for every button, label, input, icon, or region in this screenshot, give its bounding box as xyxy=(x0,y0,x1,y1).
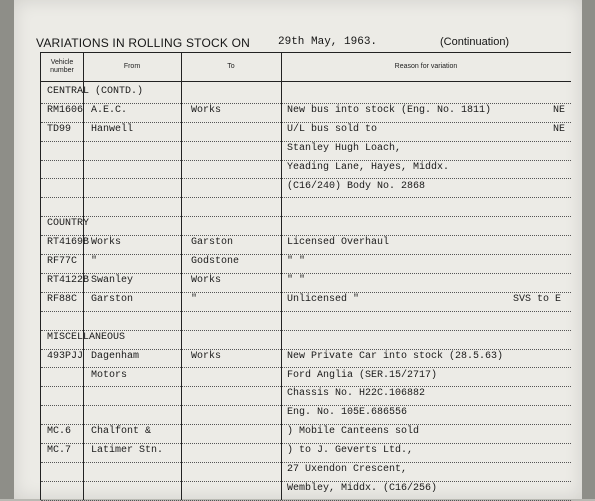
reason-cell: Wembley, Middx. (C16/256) xyxy=(287,482,438,494)
reason-cell: " " xyxy=(287,256,306,268)
column-header-vehicle-number: Vehicle number xyxy=(41,53,83,82)
from-cell: Garston xyxy=(91,293,134,305)
reason-cell: Yeading Lane, Hayes, Middx. xyxy=(287,161,450,173)
reason-cell: Ford Anglia (SER.15/2717) xyxy=(287,369,438,381)
vehicle-number-cell: MC.7 xyxy=(47,445,72,457)
from-cell: Hanwell xyxy=(91,123,134,135)
vehicle-number-cell: RF88C xyxy=(47,293,78,305)
reason-cell: Chassis No. H22C.106882 xyxy=(287,388,426,400)
reason-cell: Licensed Overhaul xyxy=(287,237,390,249)
vehicle-number-cell: RT4122B xyxy=(47,275,90,286)
from-cell: Chalfont & xyxy=(91,426,152,438)
reason-cell: New bus into stock (Eng. No. 1811) xyxy=(287,104,492,116)
table-row xyxy=(41,122,571,142)
reason-cell: U/L bus sold to xyxy=(287,123,378,135)
vehicle-number-cell: RT4169B xyxy=(47,237,90,249)
code-cell: SVS to E xyxy=(513,293,562,305)
column-header-to: To xyxy=(181,53,281,82)
reason-cell: Unlicensed " xyxy=(287,293,360,305)
reason-cell: " " xyxy=(287,275,306,286)
table-row xyxy=(41,84,571,104)
table-row xyxy=(41,197,571,217)
document-date: 29th May, 1963. xyxy=(278,36,378,48)
table-row xyxy=(41,462,571,482)
table-row xyxy=(41,273,571,293)
from-cell: Works xyxy=(91,237,122,249)
page-edge-left xyxy=(0,0,14,499)
from-cell: Dagenham xyxy=(91,350,140,362)
vehicle-number-cell: COUNTRY xyxy=(47,218,90,230)
table-row xyxy=(41,292,571,312)
to-cell: Works xyxy=(191,104,222,116)
table-row xyxy=(41,179,571,199)
page-edge-right xyxy=(582,0,595,499)
from-cell: Motors xyxy=(91,369,128,381)
vehicle-number-cell: MC.6 xyxy=(47,426,72,438)
table-row xyxy=(41,424,571,444)
reason-cell: 27 Uxendon Crescent, xyxy=(287,464,408,475)
table-row xyxy=(41,405,571,425)
table-row xyxy=(41,330,571,350)
from-cell: Latimer Stn. xyxy=(91,445,164,457)
continuation-label: (Continuation) xyxy=(440,36,510,48)
from-cell: A.E.C. xyxy=(91,104,128,116)
table-row xyxy=(41,235,571,255)
reason-cell: New Private Car into stock (28.5.63) xyxy=(287,350,504,362)
to-cell: Works xyxy=(191,350,222,362)
code-cell: NE xyxy=(553,104,566,116)
table-row xyxy=(41,216,571,236)
vehicle-number-cell: 493PJJ xyxy=(47,350,84,362)
table-row xyxy=(41,349,571,369)
to-cell: " xyxy=(191,293,198,305)
to-cell: Garston xyxy=(191,237,234,249)
code-cell: NE xyxy=(553,123,566,135)
from-cell: Swanley xyxy=(91,275,134,286)
reason-cell: Stanley Hugh Loach, xyxy=(287,142,402,154)
table-row xyxy=(41,160,571,180)
table-row xyxy=(41,311,571,331)
document-header xyxy=(30,32,570,52)
vehicle-number-cell: RF77C xyxy=(47,256,78,268)
column-header-reason: Reason for variation xyxy=(281,53,571,82)
table-row xyxy=(41,368,571,388)
table-row xyxy=(41,386,571,406)
table-row xyxy=(41,254,571,274)
table-row xyxy=(41,103,571,123)
table-row xyxy=(41,481,571,501)
table-row xyxy=(41,141,571,161)
column-header-from: From xyxy=(83,53,181,82)
vehicle-number-cell: RM1606 xyxy=(47,104,84,116)
reason-cell: ) Mobile Canteens sold xyxy=(287,426,420,438)
to-cell: Godstone xyxy=(191,256,240,268)
from-cell: " xyxy=(91,256,98,268)
rolling-stock-table xyxy=(40,52,571,500)
reason-cell: ) to J. Geverts Ltd., xyxy=(287,445,414,457)
to-cell: Works xyxy=(191,275,222,286)
vehicle-number-cell: MISCELLANEOUS xyxy=(47,331,126,343)
document-title: VARIATIONS IN ROLLING STOCK ON xyxy=(36,36,251,50)
reason-cell: Eng. No. 105E.686556 xyxy=(287,407,408,419)
vehicle-number-cell: TD99 xyxy=(47,123,72,135)
vehicle-number-cell: CENTRAL (CONTD.) xyxy=(47,86,144,97)
reason-cell: (C16/240) Body No. 2868 xyxy=(287,180,426,192)
table-row xyxy=(41,443,571,463)
